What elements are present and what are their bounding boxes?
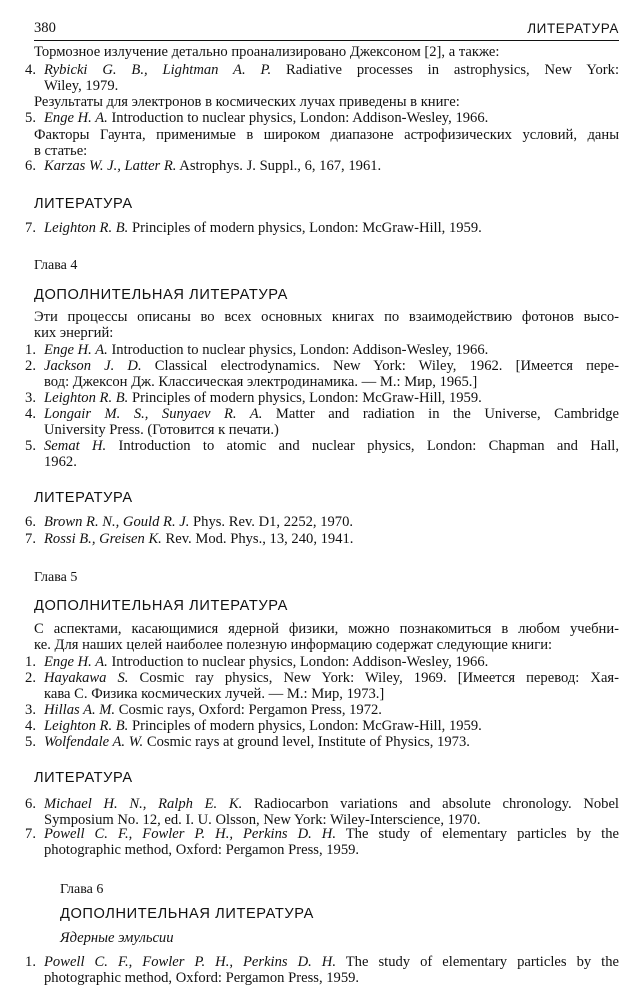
chapter-label: Глава 6 (60, 882, 104, 897)
paragraph-line: Эти процессы описаны во всех основных книгах по взаимодействию фотонов высо- (34, 309, 619, 325)
reference-number: 1. (25, 654, 36, 670)
reference-text: Introduction to nuclear physics, London: Addison-Wesley, 1966. (111, 110, 489, 126)
chapter-paragraph (34, 309, 619, 341)
intro-paragraph-1: Тормозное излучение детально проанализировано Джексоном [2], а также: (34, 44, 500, 60)
running-title: ЛИТЕРАТУРА (527, 21, 619, 36)
reference-authors: Leighton R. B. (44, 220, 129, 236)
reference-text: 1962. (44, 454, 77, 470)
reference-authors: Semat H. (44, 438, 107, 454)
reference-authors: Longair M. S., Sunyaev R. A. (44, 406, 263, 422)
reference-number: 1. (25, 342, 36, 358)
reference-text: Introduction to nuclear physics, London: Addison-Wesley, 1966. (111, 342, 489, 358)
reference-number: 6. (25, 514, 36, 530)
section-heading: ДОПОЛНИТЕЛЬНАЯ ЛИТЕРАТУРА (34, 287, 288, 303)
reference-text: Introduction to nuclear physics, London: Addison-Wesley, 1966. (111, 654, 489, 670)
section-heading: ДОПОЛНИТЕЛЬНАЯ ЛИТЕРАТУРА (34, 598, 288, 614)
paragraph-line: ке. Для наших целей наиболее полезную информацию содержат следующие книги: (34, 637, 553, 653)
reference-authors: Brown R. N., Gould R. J. (44, 514, 190, 530)
reference-number: 3. (25, 702, 36, 718)
chapter-label: Глава 4 (34, 258, 78, 273)
reference-number: 7. (25, 220, 36, 236)
reference-text: Cosmic ray physics, New York: Wiley, 1969. [Имеется перевод: Хая- (139, 670, 620, 686)
reference-authors: Karzas W. J., Latter R. (44, 158, 177, 174)
reference-number: 5. (25, 734, 36, 750)
paragraph-line: в статье: (34, 143, 88, 159)
reference-number: 4. (25, 406, 36, 422)
chapter-paragraph (34, 621, 619, 653)
reference-authors: Rossi B., Greisen K. (44, 531, 162, 547)
reference-number: 5. (25, 110, 36, 126)
reference-text: вод: Джексон Дж. Классическая электродинамика. — М.: Мир, 1965.] (44, 374, 478, 390)
reference-authors: Enge H. A. (44, 342, 108, 358)
intro-paragraph-3 (34, 127, 619, 159)
reference-authors: Hillas A. M. (44, 702, 116, 718)
reference-number: 6. (25, 158, 36, 174)
reference-text: Astrophys. J. Suppl., 6, 167, 1961. (179, 158, 382, 174)
section-heading: ЛИТЕРАТУРА (34, 770, 133, 786)
reference-text: Classical electrodynamics. New York: Wiley, 1962. [Имеется пере- (154, 358, 619, 374)
reference-authors: Enge H. A. (44, 654, 108, 670)
reference-authors: Powell C. F., Fowler P. H., Perkins D. H. (44, 954, 336, 970)
paragraph-line: С аспектами, касающимися ядерной физики, можно познакомиться в любом учебни- (34, 621, 619, 637)
reference-authors: Leighton R. B. (44, 718, 129, 734)
reference-text: Principles of modern physics, London: McGraw-Hill, 1959. (131, 718, 482, 734)
reference-text: Rev. Mod. Phys., 13, 240, 1941. (165, 531, 354, 547)
page-number: 380 (34, 20, 56, 36)
reference-number: 2. (25, 358, 36, 374)
reference-text: Wiley, 1979. (44, 78, 119, 94)
header-rule (34, 40, 619, 41)
reference-authors: Rybicki G. B., Lightman A. P. (44, 62, 272, 78)
intro-paragraph-2: Результаты для электронов в космических лучах приведены в книге: (34, 94, 460, 110)
reference-text: Radiocarbon variations and absolute chronology. Nobel (253, 796, 619, 812)
reference-authors: Powell C. F., Fowler P. H., Perkins D. H. (44, 826, 336, 842)
reference-text: photographic method, Oxford: Pergamon Press, 1959. (44, 842, 360, 858)
reference-number: 2. (25, 670, 36, 686)
paragraph-line: Факторы Гаунта, применимые в широком диапазоне астрофизических условий, даны (34, 127, 619, 143)
chapter-label: Глава 5 (34, 570, 78, 585)
reference-authors: Michael H. N., Ralph E. K. (44, 796, 243, 812)
reference-number: 4. (25, 718, 36, 734)
reference-text: University Press. (Готовится к печати.) (44, 422, 279, 438)
reference-text: photographic method, Oxford: Pergamon Press, 1959. (44, 970, 360, 986)
reference-number: 6. (25, 796, 36, 812)
reference-authors: Jackson J. D. (44, 358, 142, 374)
reference-authors: Leighton R. B. (44, 390, 129, 406)
section-heading: ЛИТЕРАТУРА (34, 490, 133, 506)
reference-number: 1. (25, 954, 36, 970)
reference-text: Phys. Rev. D1, 2252, 1970. (193, 514, 354, 530)
reference-number: 7. (25, 826, 36, 842)
reference-number: 7. (25, 531, 36, 547)
reference-text: кава С. Физика космических лучей. — М.: Мир, 1973.] (44, 686, 385, 702)
reference-text: Introduction to atomic and nuclear physics, London: Chapman and Hall, (118, 438, 619, 454)
reference-text: Symposium No. 12, ed. I. U. Olsson, New York: Wiley-Interscience, 1970. (44, 812, 481, 828)
reference-text: Radiative processes in astrophysics, New York: (286, 62, 619, 78)
section-heading: ЛИТЕРАТУРА (34, 196, 133, 212)
reference-text: The study of elementary particles by the (345, 954, 620, 970)
reference-text: The study of elementary particles by the (345, 826, 620, 842)
section-heading: ДОПОЛНИТЕЛЬНАЯ ЛИТЕРАТУРА (60, 906, 314, 922)
subsection-heading: Ядерные эмульсии (60, 930, 174, 946)
paragraph-line: ких энергий: (34, 325, 114, 341)
reference-number: 5. (25, 438, 36, 454)
reference-text: Principles of modern physics, London: McGraw-Hill, 1959. (131, 390, 482, 406)
reference-text: Cosmic rays at ground level, Institute of Physics, 1973. (146, 734, 470, 750)
reference-text: Principles of modern physics, London: McGraw-Hill, 1959. (131, 220, 482, 236)
reference-number: 4. (25, 62, 36, 78)
reference-authors: Enge H. A. (44, 110, 108, 126)
reference-authors: Wolfendale A. W. (44, 734, 144, 750)
reference-number: 3. (25, 390, 36, 406)
reference-authors: Hayakawa S. (44, 670, 129, 686)
reference-text: Cosmic rays, Oxford: Pergamon Press, 1972. (118, 702, 382, 718)
reference-text: Matter and radiation in the Universe, Cambridge (275, 406, 620, 422)
